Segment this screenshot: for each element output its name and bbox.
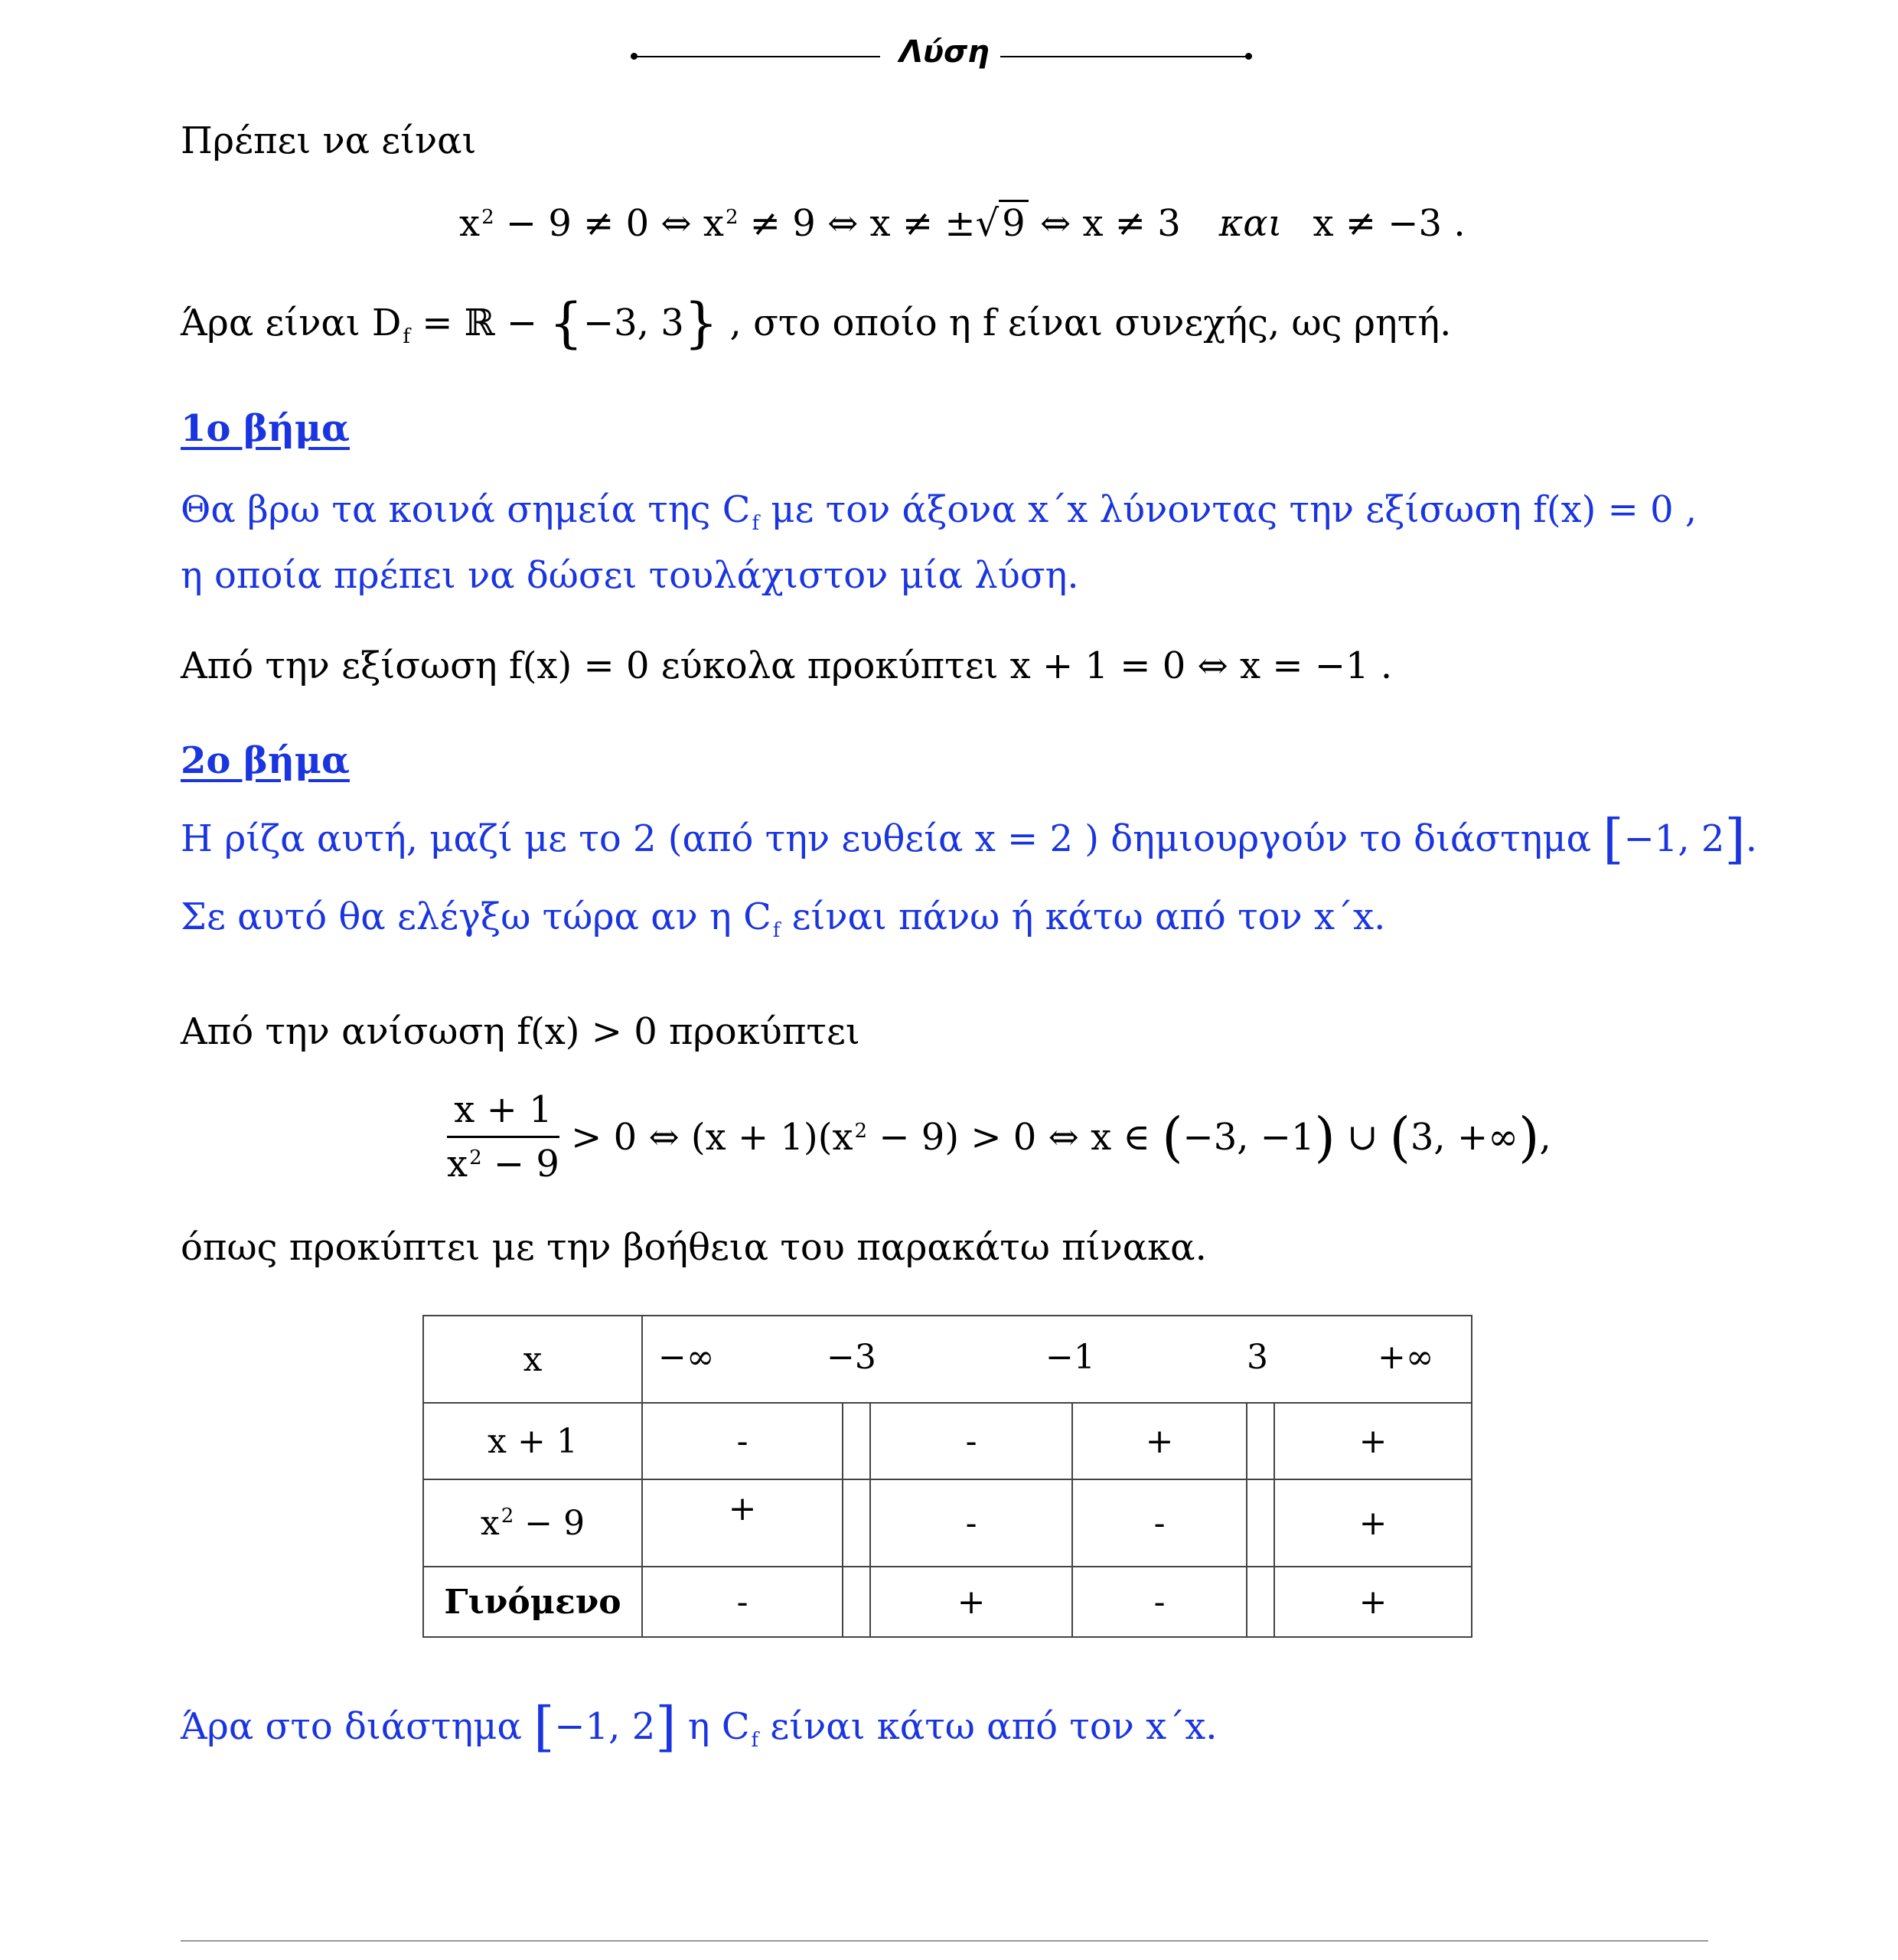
sign-cell: - [870, 1479, 1072, 1567]
sign-cell: + [1274, 1403, 1472, 1479]
step2-line1: Η ρίζα αυτή, μαζί με το 2 (από την ευθεία x = 2 ) δημιουργούν το διάστημα [−1, 2]. [181, 807, 1757, 870]
table-row [423, 1567, 1472, 1637]
step1-result: Από την εξίσωση f(x) = 0 εύκολα προκύπτει x + 1 = 0 ⇔ x = −1 . [181, 644, 1393, 687]
header-left-rule [634, 56, 880, 57]
sign-cell: - [1072, 1479, 1247, 1567]
step1-line1: Θα βρω τα κοινά σημεία της $C_f$ με τον άξονα x΄x λύνοντας την εξίσωση f(x) = 0 , [181, 488, 1697, 535]
table-row [423, 1403, 1472, 1479]
equation-domain-condition: $x^2 - 9 \ne 0$ ⇔ $x^2 \ne 9$ ⇔ x ≠ ±√9 ⇔ x ≠ 3 και x ≠ −3 . [459, 201, 1466, 253]
row-label-x2-minus-9: $x^2 - 9$ [423, 1479, 642, 1567]
sign-cell: - [642, 1403, 843, 1479]
root-cell [1247, 1479, 1274, 1567]
sign-cell: + [1274, 1479, 1472, 1567]
sign-table [422, 1315, 1472, 1638]
domain-statement: Άρα είναι $D_f$ = ℝ − {−3, 3} , στο οποίο η f είναι συνεχής, ως ρητή. [181, 292, 1452, 354]
root-cell [843, 1403, 870, 1479]
root-3: 3 [1247, 1338, 1268, 1377]
inequality-intro: Από την ανίσωση f(x) > 0 προκύπτει [181, 1010, 860, 1053]
sign-cell: - [642, 1567, 843, 1637]
root-minus-3: −3 [827, 1338, 876, 1377]
step2-line2: Σε αυτό θα ελέγξω τώρα αν η $C_f$ είναι πάνω ή κάτω από τον x΄x. [181, 895, 1386, 942]
pos-infinity: +∞ [1378, 1338, 1434, 1377]
header-label: x [423, 1316, 642, 1403]
root-cell [1247, 1567, 1274, 1637]
sign-cell: + [870, 1567, 1072, 1637]
header-right-dot [1245, 53, 1252, 60]
sign-cell: + [642, 1479, 843, 1567]
sign-cell: - [1072, 1567, 1247, 1637]
root-cell [843, 1567, 870, 1637]
footer-rule [181, 1940, 1708, 1942]
row-label-product: Γινόμενο [423, 1567, 642, 1637]
inequality-solution: $\frac{x + 1}{x^2 - 9}$ > 0 ⇔ $(x + 1)(x^2 - 9) > 0$ ⇔ x ∈ (−3, −1) ∪ (3, +∞), [447, 1087, 1551, 1193]
root-cell [1247, 1403, 1274, 1479]
row-label-x-plus-1: x + 1 [423, 1403, 642, 1479]
sign-cell: + [1072, 1403, 1247, 1479]
root-minus-1: −1 [1045, 1338, 1095, 1377]
conclusion: Άρα στο διάστημα [−1, 2] η $C_f$ είναι κάτω από τον x΄x. [181, 1695, 1218, 1758]
solution-title: Λύση [899, 34, 990, 70]
fraction: $\frac{x + 1}{x^2 - 9}$ [447, 1088, 559, 1185]
header-roots [642, 1316, 1472, 1403]
header-right-rule [1000, 56, 1248, 57]
step2-heading: 2ο βήμα [181, 739, 350, 782]
table-row [423, 1479, 1472, 1567]
step1-line2: η οποία πρέπει να δώσει τουλάχιστον μία λύση. [181, 554, 1079, 597]
step1-heading: 1ο βήμα [181, 407, 350, 450]
neg-infinity: −∞ [658, 1338, 715, 1377]
root-cell [843, 1479, 870, 1567]
sign-cell: + [1274, 1567, 1472, 1637]
intro-text: Πρέπει να είναι [181, 119, 477, 162]
table-header-row [423, 1316, 1472, 1403]
table-intro: όπως προκύπτει με την βοήθεια του παρακάτω πίνακα. [181, 1226, 1207, 1269]
sign-cell: - [870, 1403, 1072, 1479]
